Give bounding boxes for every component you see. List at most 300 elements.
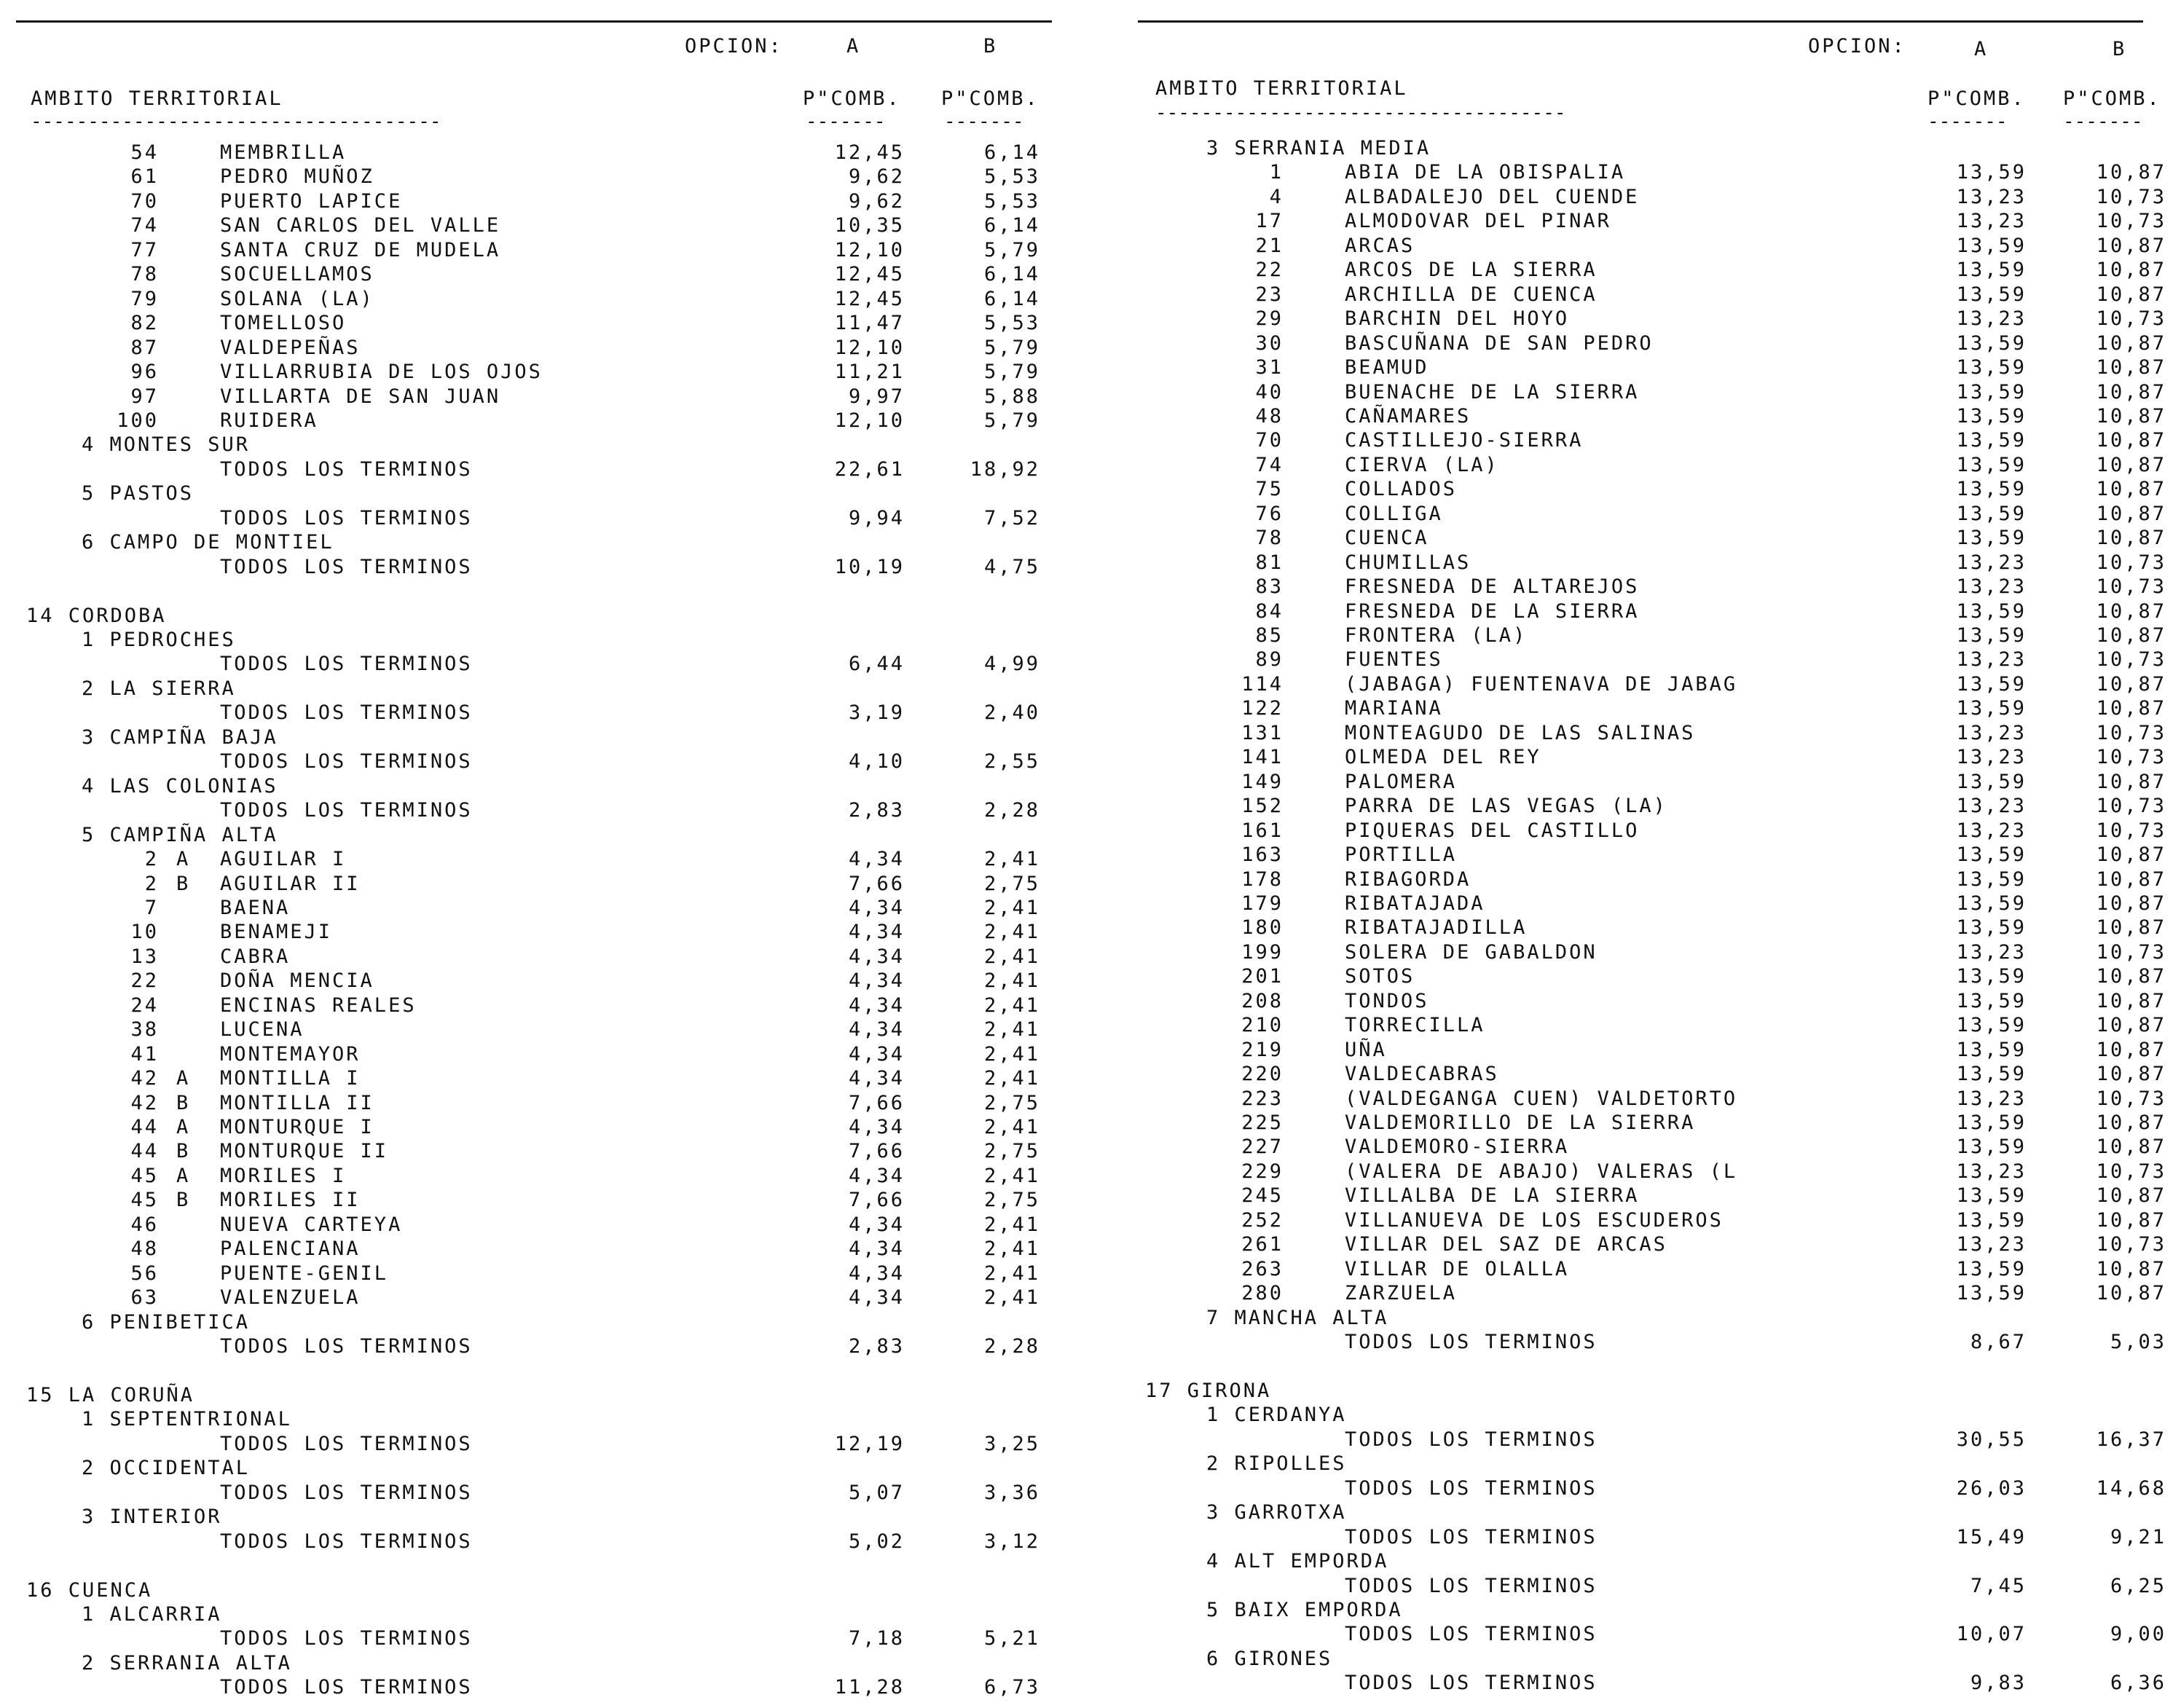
table-row (0, 1160, 2181, 1185)
table-row (0, 673, 2181, 698)
value-option-a: 13,23 (1956, 575, 2027, 599)
municipio-code-suffix: B (176, 872, 191, 895)
municipio-name: VILLARTA DE SAN JUAN (220, 385, 501, 408)
municipio-code: 178 (1241, 867, 1284, 891)
value-option-b: 2,41 (983, 848, 1040, 871)
municipio-name: TODOS LOS TERMINOS (1345, 1331, 1598, 1354)
value-option-b: 5,79 (983, 336, 1040, 359)
municipio-name: PIQUERAS DEL CASTILLO (1345, 819, 1640, 842)
value-option-a: 13,23 (1956, 940, 2027, 964)
municipio-name: PARRA DE LAS VEGAS (LA) (1345, 795, 1667, 818)
value-option-a: 13,59 (1956, 527, 2027, 550)
value-option-a: 12,10 (834, 238, 905, 261)
municipio-name: VILLAR DEL SAZ DE ARCAS (1345, 1233, 1667, 1256)
comarca-heading (0, 137, 2181, 162)
table-row (0, 429, 2181, 457)
table-row (0, 648, 2181, 676)
ambito-territorial-heading-right: AMBITO TERRITORIAL (1155, 77, 1408, 100)
table-row (0, 161, 2181, 189)
municipio-name: (JABAGA) FUENTENAVA DE JABAG (1345, 672, 1738, 696)
value-option-a: 3,19 (848, 701, 905, 725)
value-option-a: 13,59 (1956, 1136, 2027, 1159)
municipio-name: ALMODOVAR DEL PINAR (1345, 210, 1611, 233)
value-option-a: 13,59 (1956, 599, 2027, 623)
municipio-name: BAENA (220, 896, 291, 919)
municipio-code: 23 (1255, 283, 1284, 306)
value-option-a: 13,23 (1956, 721, 2027, 744)
municipio-name: (VALDEGANGA CUEN) VALDETORTO (1345, 1087, 1738, 1110)
municipio-name: VALDEPEÑAS (220, 336, 361, 359)
table-row (0, 600, 2181, 625)
value-option-b: 10,87 (2096, 259, 2166, 282)
comarca-label: 2 LA SIERRA (82, 677, 236, 700)
value-option-b: 10,73 (2096, 575, 2166, 599)
municipio-name: PUENTE-GENIL (220, 1262, 389, 1285)
value-option-a: 9,94 (848, 506, 905, 530)
municipio-code-suffix: B (176, 1091, 191, 1114)
municipio-name: TODOS LOS TERMINOS (220, 1676, 473, 1699)
value-option-a: 13,23 (1956, 648, 2027, 672)
municipio-code: 2 (144, 872, 159, 895)
municipio-code: 229 (1241, 1160, 1284, 1183)
municipio-code: 84 (1255, 599, 1284, 623)
table-row (0, 332, 2181, 357)
table-row (0, 1209, 2181, 1234)
value-option-a: 4,34 (848, 1067, 905, 1090)
municipio-name: TODOS LOS TERMINOS (220, 799, 473, 822)
value-option-b: 10,87 (2096, 599, 2166, 623)
value-option-b: 10,87 (2096, 380, 2166, 404)
province-label: 14 CORDOBA (26, 604, 167, 627)
value-option-b: 6,14 (983, 214, 1040, 237)
municipio-name: TODOS LOS TERMINOS (220, 1627, 473, 1650)
value-option-a: 30,55 (1956, 1428, 2027, 1451)
value-option-a: 4,34 (848, 1164, 905, 1187)
municipio-name: MARIANA (1345, 697, 1443, 720)
municipio-name: TODOS LOS TERMINOS (220, 555, 473, 578)
municipio-name: BASCUÑANA DE SAN PEDRO (1345, 331, 1654, 355)
value-option-b: 5,03 (2110, 1331, 2166, 1354)
value-option-a: 13,59 (1956, 770, 2027, 793)
municipio-name: SAN CARLOS DEL VALLE (220, 214, 501, 237)
comarca-heading (0, 1648, 2181, 1672)
value-option-b: 2,41 (983, 993, 1040, 1017)
comarca-heading (0, 1550, 2181, 1575)
value-option-b: 10,73 (2096, 940, 2166, 964)
value-option-a: 13,59 (1956, 989, 2027, 1012)
table-row (0, 1014, 2181, 1042)
municipio-name: TODOS LOS TERMINOS (1345, 1574, 1598, 1597)
table-row (0, 405, 2181, 430)
municipio-name: ARCHILLA DE CUENCA (1345, 283, 1598, 306)
value-option-b: 2,28 (983, 1335, 1040, 1358)
comarca-label: 4 ALT EMPORDA (1206, 1550, 1389, 1573)
pcomb-b-underline-right: ------- (2063, 111, 2143, 133)
value-option-b: 5,88 (983, 385, 1040, 408)
table-row (0, 381, 2181, 406)
table-row (0, 356, 2181, 384)
value-option-a: 4,34 (848, 896, 905, 919)
value-option-b: 6,14 (983, 263, 1040, 286)
municipio-name: TODOS LOS TERMINOS (1345, 1428, 1598, 1451)
value-option-a: 13,59 (1956, 965, 2027, 988)
value-option-b: 10,73 (2096, 551, 2166, 574)
table-row (0, 283, 2181, 308)
municipio-code: 13 (130, 945, 159, 968)
municipio-name: MONTURQUE I (220, 1116, 374, 1138)
value-option-a: 13,59 (1956, 283, 2027, 306)
comarca-label: 6 PENIBETICA (82, 1310, 251, 1334)
municipio-code: 31 (1255, 356, 1284, 379)
value-option-a: 7,45 (1970, 1574, 2027, 1597)
municipio-code: 22 (1255, 259, 1284, 282)
table-row (0, 1331, 2181, 1355)
comarca-label: 7 MANCHA ALTA (1206, 1306, 1389, 1329)
municipio-name: TODOS LOS TERMINOS (220, 653, 473, 676)
table-row (0, 186, 2181, 210)
pcomb-a-label-right: P"COMB. (1927, 87, 2026, 110)
value-option-a: 5,07 (848, 1481, 905, 1504)
municipio-name: VILLARRUBIA DE LOS OJOS (220, 361, 543, 384)
municipio-code: 83 (1255, 575, 1284, 599)
table-row (0, 746, 2181, 774)
value-option-b: 10,87 (2096, 1282, 2166, 1305)
municipio-name: MONTILLA I (220, 1067, 361, 1090)
option-a-label-left: A (846, 35, 861, 58)
value-option-b: 10,87 (2096, 453, 2166, 476)
value-option-a: 13,59 (1956, 259, 2027, 282)
municipio-code: 161 (1241, 819, 1284, 842)
value-option-b: 10,73 (2096, 307, 2166, 331)
municipio-code: 61 (130, 165, 159, 189)
municipio-code-suffix: A (176, 1116, 191, 1138)
value-option-b: 2,41 (983, 1213, 1040, 1236)
comarca-label: 4 MONTES SUR (82, 433, 251, 457)
value-option-a: 12,19 (834, 1432, 905, 1455)
value-option-b: 16,37 (2096, 1428, 2166, 1451)
value-option-a: 13,59 (1956, 843, 2027, 867)
comarca-label: 5 PASTOS (82, 482, 194, 505)
municipio-name: (VALERA DE ABAJO) VALERAS (L (1345, 1160, 1738, 1183)
municipio-code: 122 (1241, 697, 1284, 720)
value-option-b: 4,99 (983, 653, 1040, 676)
value-option-b: 10,73 (2096, 819, 2166, 842)
comarca-label: 3 SERRANIA MEDIA (1206, 137, 1431, 160)
value-option-a: 13,59 (1956, 356, 2027, 379)
comarca-label: 2 OCCIDENTAL (82, 1457, 251, 1480)
municipio-code: 149 (1241, 770, 1284, 793)
table-row (0, 210, 2181, 235)
municipio-code: 41 (130, 1042, 159, 1066)
municipio-code: 280 (1241, 1282, 1284, 1305)
table-row (0, 843, 2181, 871)
value-option-a: 13,23 (1956, 795, 2027, 818)
comarca-label: 1 CERDANYA (1206, 1404, 1347, 1427)
value-option-b: 10,87 (2096, 502, 2166, 525)
municipio-name: ZARZUELA (1345, 1282, 1458, 1305)
municipio-name: CIERVA (LA) (1345, 453, 1499, 476)
municipio-name: CABRA (220, 945, 291, 968)
municipio-name: BARCHIN DEL HOYO (1345, 307, 1570, 331)
value-option-a: 13,59 (1956, 234, 2027, 257)
pcomb-a-label-left: P"COMB. (803, 87, 901, 110)
municipio-name: CHUMILLAS (1345, 551, 1471, 574)
value-option-b: 5,79 (983, 361, 1040, 384)
opcion-label-left: OPCION: (685, 35, 783, 58)
ambito-underline-right: ------------------------------------ (1155, 102, 1566, 124)
table-row (0, 868, 2181, 893)
value-option-a: 13,59 (1956, 1038, 2027, 1061)
municipio-code: 220 (1241, 1063, 1284, 1086)
value-option-a: 4,34 (848, 1237, 905, 1261)
municipio-code-suffix: A (176, 848, 191, 871)
value-option-a: 13,59 (1956, 161, 2027, 184)
municipio-code: 44 (130, 1140, 159, 1163)
table-row (0, 259, 2181, 283)
municipio-code: 17 (1255, 210, 1284, 233)
table-row (0, 1672, 2181, 1696)
municipio-code: 201 (1241, 965, 1284, 988)
table-row (0, 1282, 2181, 1310)
municipio-code: 100 (117, 409, 159, 432)
value-option-b: 5,53 (983, 312, 1040, 335)
municipio-code: 219 (1241, 1038, 1284, 1061)
municipio-name: TOMELLOSO (220, 312, 347, 335)
opcion-label-right: OPCION: (1808, 35, 1906, 58)
table-row (0, 307, 2181, 335)
value-option-a: 4,34 (848, 1042, 905, 1066)
value-option-a: 13,23 (1956, 819, 2027, 842)
value-option-b: 10,87 (2096, 1014, 2166, 1037)
value-option-a: 11,21 (834, 361, 905, 384)
value-option-b: 10,87 (2096, 843, 2166, 867)
value-option-a: 11,47 (834, 312, 905, 335)
municipio-name: OLMEDA DEL REY (1345, 746, 1541, 769)
value-option-a: 4,34 (848, 1286, 905, 1310)
municipio-code: 227 (1241, 1136, 1284, 1159)
municipio-name: TONDOS (1345, 989, 1429, 1012)
value-option-a: 13,59 (1956, 331, 2027, 355)
value-option-b: 6,73 (983, 1676, 1040, 1699)
comarca-label: 1 PEDROCHES (82, 629, 236, 651)
value-option-b: 10,73 (2096, 648, 2166, 672)
municipio-name: TODOS LOS TERMINOS (220, 750, 473, 774)
value-option-b: 7,52 (983, 506, 1040, 530)
value-option-a: 13,59 (1956, 672, 2027, 696)
comarca-label: 4 LAS COLONIAS (82, 774, 278, 798)
municipio-name: FRONTERA (LA) (1345, 624, 1528, 647)
value-option-a: 26,03 (1956, 1476, 2027, 1500)
municipio-name: BENAMEJI (220, 921, 333, 944)
pcomb-a-underline-left: ------- (806, 111, 886, 133)
value-option-a: 12,45 (834, 263, 905, 286)
pcomb-b-label-right: P"COMB. (2063, 87, 2161, 110)
province-label: 17 GIRONA (1145, 1379, 1272, 1402)
value-option-b: 10,87 (2096, 234, 2166, 257)
table-row (0, 1575, 2181, 1599)
value-option-a: 13,59 (1956, 1208, 2027, 1232)
value-option-b: 10,87 (2096, 624, 2166, 647)
ambito-underline-left: ------------------------------------ (31, 111, 441, 133)
municipio-code: 263 (1241, 1257, 1284, 1280)
value-option-a: 13,59 (1956, 453, 2027, 476)
municipio-code: 54 (130, 141, 159, 164)
ambito-territorial-heading-left: AMBITO TERRITORIAL (31, 87, 283, 110)
value-option-b: 5,53 (983, 189, 1040, 213)
table-row (0, 1233, 2181, 1261)
value-option-a: 7,18 (848, 1627, 905, 1650)
value-option-a: 13,23 (1956, 1233, 2027, 1256)
municipio-name: SOLANA (LA) (220, 287, 374, 310)
value-option-b: 2,41 (983, 1164, 1040, 1187)
municipio-name: FUENTES (1345, 648, 1443, 672)
municipio-name: TODOS LOS TERMINOS (220, 1335, 473, 1358)
municipio-name: MONTEMAYOR (220, 1042, 361, 1066)
value-option-a: 13,59 (1956, 429, 2027, 452)
municipio-code-suffix: B (176, 1189, 191, 1212)
municipio-code: 77 (130, 238, 159, 261)
value-option-b: 10,87 (2096, 1063, 2166, 1086)
value-option-b: 2,75 (983, 1140, 1040, 1163)
value-option-a: 13,23 (1956, 307, 2027, 331)
municipio-code: 45 (130, 1164, 159, 1187)
municipio-code: 38 (130, 1018, 159, 1042)
municipio-code: 208 (1241, 989, 1284, 1012)
table-row (0, 941, 2181, 966)
value-option-b: 10,87 (2096, 478, 2166, 501)
municipio-code: 42 (130, 1091, 159, 1114)
municipio-code: 89 (1255, 648, 1284, 672)
municipio-code: 30 (1255, 331, 1284, 355)
value-option-a: 12,10 (834, 409, 905, 432)
value-option-a: 13,59 (1956, 1063, 2027, 1086)
value-option-b: 10,73 (2096, 1233, 2166, 1256)
comarca-label: 3 CAMPIÑA BAJA (82, 725, 278, 749)
comarca-label: 5 CAMPIÑA ALTA (82, 823, 278, 846)
municipio-name: TODOS LOS TERMINOS (1345, 1672, 1598, 1695)
municipio-name: CASTILLEJO-SIERRA (1345, 429, 1584, 452)
value-option-b: 5,79 (983, 238, 1040, 261)
value-option-a: 6,44 (848, 653, 905, 676)
municipio-code: 40 (1255, 380, 1284, 404)
value-option-b: 3,25 (983, 1432, 1040, 1455)
value-option-a: 12,45 (834, 141, 905, 164)
value-option-a: 8,67 (1970, 1331, 2027, 1354)
table-row (0, 478, 2181, 503)
province-heading (0, 1380, 2181, 1404)
municipio-code: 48 (130, 1237, 159, 1261)
pcomb-a-underline-right: ------- (1927, 111, 2008, 133)
municipio-code: 48 (1255, 404, 1284, 428)
municipio-name: LUCENA (220, 1018, 304, 1042)
municipio-name: VILLALBA DE LA SIERRA (1345, 1184, 1640, 1208)
value-option-b: 10,87 (2096, 1111, 2166, 1134)
value-option-b: 10,87 (2096, 697, 2166, 720)
municipio-name: MONTEAGUDO DE LAS SALINAS (1345, 721, 1696, 744)
municipio-code: 252 (1241, 1208, 1284, 1232)
municipio-code: 74 (130, 214, 159, 237)
municipio-code: 82 (130, 312, 159, 335)
value-option-a: 7,66 (848, 1140, 905, 1163)
value-option-a: 13,23 (1956, 210, 2027, 233)
municipio-name: SOTOS (1345, 965, 1415, 988)
value-option-b: 10,87 (2096, 161, 2166, 184)
value-option-b: 10,87 (2096, 404, 2166, 428)
municipio-code: 97 (130, 385, 159, 408)
value-option-a: 4,10 (848, 750, 905, 774)
value-option-b: 10,87 (2096, 331, 2166, 355)
municipio-code: 225 (1241, 1111, 1284, 1134)
municipio-name: CUENCA (1345, 527, 1429, 550)
municipio-code: 78 (1255, 527, 1284, 550)
value-option-b: 6,14 (983, 141, 1040, 164)
value-option-b: 2,41 (983, 921, 1040, 944)
value-option-b: 6,25 (2110, 1574, 2166, 1597)
table-row (0, 1258, 2181, 1283)
comarca-label: 3 GARROTXA (1206, 1501, 1347, 1524)
value-option-b: 2,41 (983, 896, 1040, 919)
municipio-name: TODOS LOS TERMINOS (220, 701, 473, 725)
value-option-a: 13,59 (1956, 624, 2027, 647)
value-option-b: 5,79 (983, 409, 1040, 432)
value-option-a: 4,34 (848, 1116, 905, 1138)
comarca-heading (0, 1599, 2181, 1624)
municipio-code: 24 (130, 993, 159, 1017)
municipio-name: MONTURQUE II (220, 1140, 389, 1163)
value-option-a: 13,59 (1956, 1111, 2027, 1134)
municipio-code: 4 (1269, 185, 1284, 208)
value-option-a: 13,59 (1956, 404, 2027, 428)
value-option-b: 10,87 (2096, 1208, 2166, 1232)
value-option-a: 4,34 (848, 848, 905, 871)
comarca-label: 1 ALCARRIA (82, 1603, 222, 1626)
value-option-b: 10,87 (2096, 356, 2166, 379)
value-option-a: 13,59 (1956, 697, 2027, 720)
table-row (0, 551, 2181, 576)
municipio-name: RIBAGORDA (1345, 867, 1471, 891)
municipio-name: TODOS LOS TERMINOS (220, 1481, 473, 1504)
municipio-code: 45 (130, 1189, 159, 1212)
comarca-label: 6 CAMPO DE MONTIEL (82, 531, 334, 554)
municipio-code: 29 (1255, 307, 1284, 331)
comarca-label: 2 SERRANIA ALTA (82, 1651, 292, 1674)
municipio-code: 79 (130, 287, 159, 310)
comarca-label: 1 SEPTENTRIONAL (82, 1408, 292, 1431)
option-a-label-right: A (1974, 38, 1989, 60)
value-option-b: 2,28 (983, 799, 1040, 822)
value-option-a: 4,34 (848, 921, 905, 944)
municipio-name: DOÑA MENCIA (220, 969, 374, 993)
value-option-a: 2,83 (848, 799, 905, 822)
municipio-name: TODOS LOS TERMINOS (1345, 1476, 1598, 1500)
value-option-b: 2,55 (983, 750, 1040, 774)
value-option-a: 15,49 (1956, 1525, 2027, 1548)
value-option-b: 2,75 (983, 1189, 1040, 1212)
value-option-b: 6,14 (983, 287, 1040, 310)
option-b-label-right: B (2113, 38, 2127, 60)
value-option-a: 4,34 (848, 1018, 905, 1042)
municipio-code: 78 (130, 263, 159, 286)
municipio-name: ABIA DE LA OBISPALIA (1345, 161, 1626, 184)
table-row (0, 771, 2181, 795)
municipio-code-suffix: A (176, 1067, 191, 1090)
value-option-a: 4,34 (848, 969, 905, 993)
value-option-a: 9,83 (1970, 1672, 2027, 1695)
value-option-b: 3,12 (983, 1530, 1040, 1553)
value-option-a: 13,23 (1956, 1087, 2027, 1110)
value-option-a: 11,28 (834, 1676, 905, 1699)
municipio-code: 75 (1255, 478, 1284, 501)
